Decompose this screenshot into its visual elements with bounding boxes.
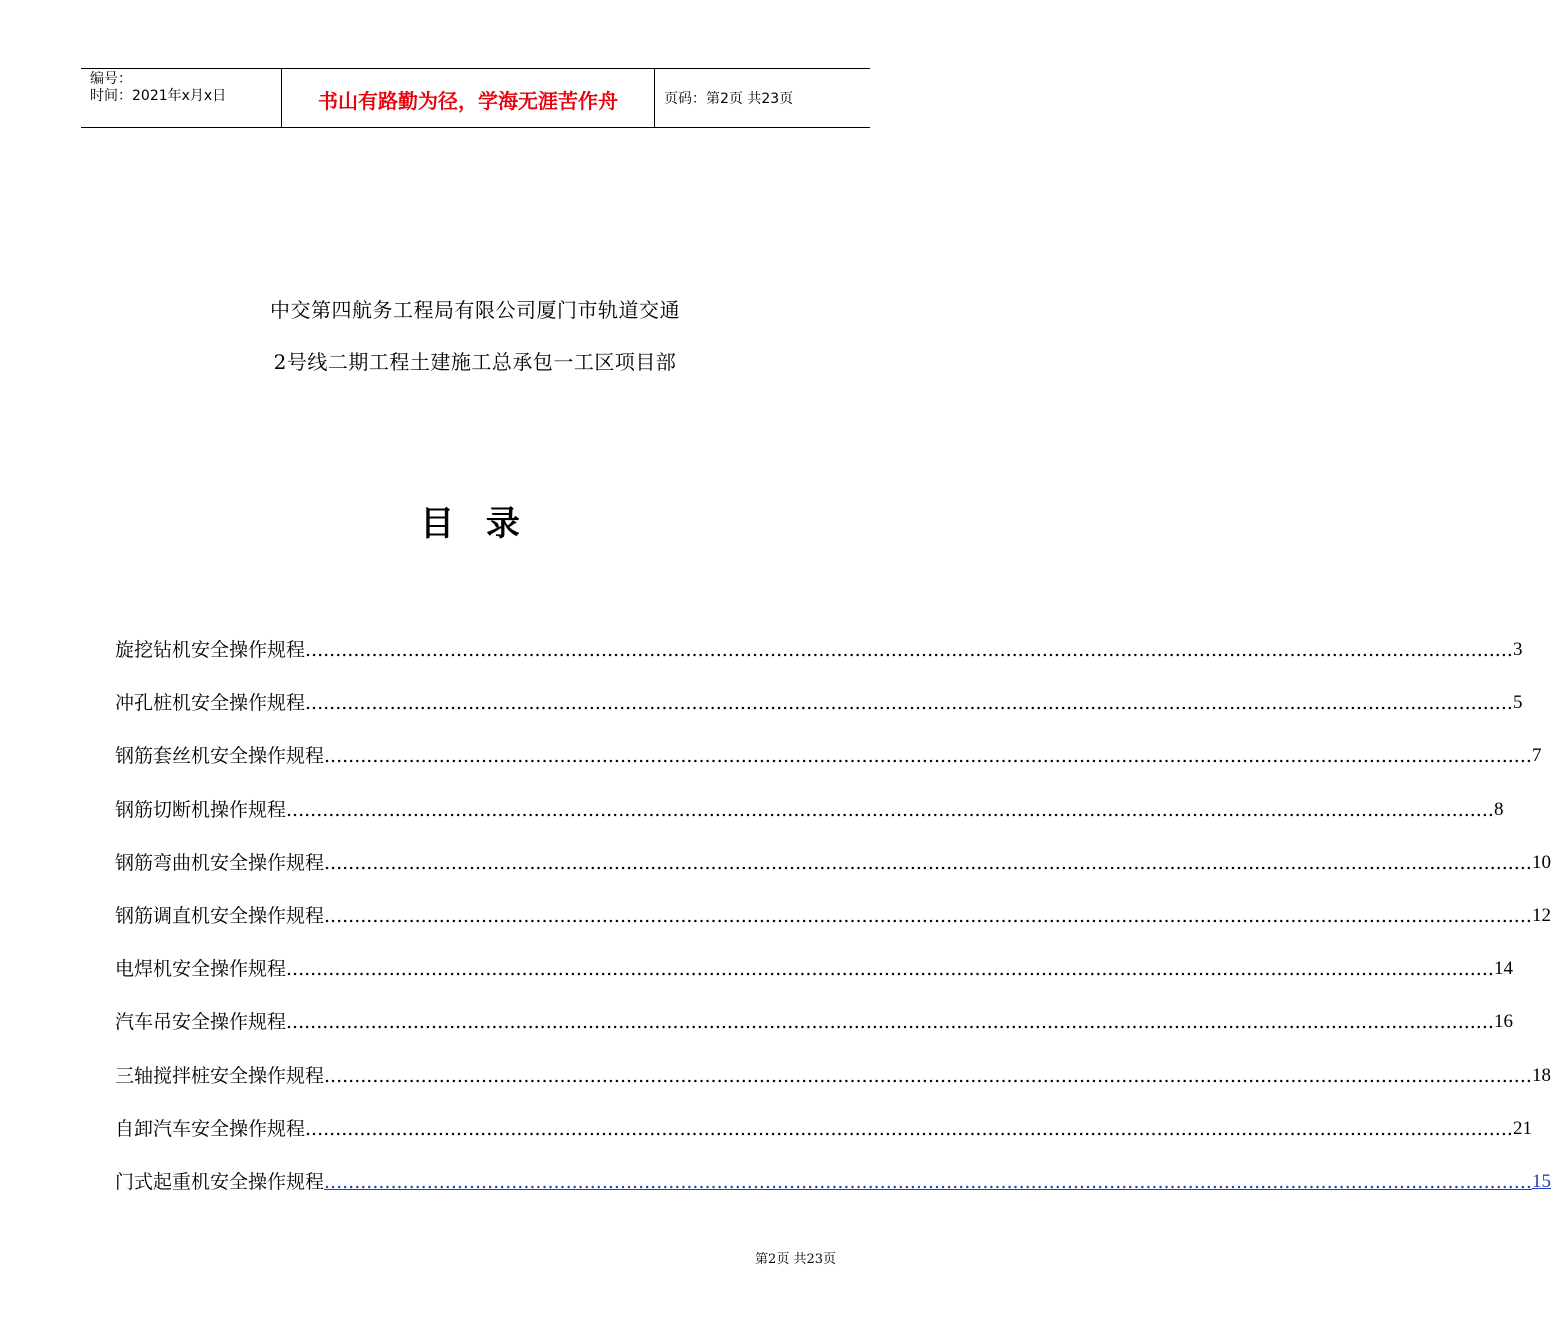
toc-entry-name: 三轴搅拌桩安全操作规程 (115, 1064, 325, 1087)
header-page-info: 页码：第2页 共23页 (664, 91, 794, 107)
header-left-cell (81, 69, 282, 127)
toc-entry-name: 冲孔桩机安全操作规程 (115, 692, 306, 715)
toc-entry-page: 12 (1531, 904, 1551, 926)
toc-leader-dots[interactable]: ........................................................................................................................................................................................................ (324, 1170, 1532, 1193)
toc-entry-page: 18 (1531, 1064, 1551, 1086)
toc-entry[interactable] (115, 1009, 1513, 1062)
toc-entry-name: 门式起重机安全操作规程 (115, 1170, 325, 1193)
toc-entry-page: 5 (1512, 692, 1523, 714)
toc-entry[interactable] (115, 637, 1523, 690)
org-line-2: 2号线二期工程土建施工总承包一工区项目部 (273, 350, 677, 374)
toc-entry-name: 自卸汽车安全操作规程 (115, 1117, 306, 1140)
toc-entry-name: 电焊机安全操作规程 (115, 958, 287, 981)
toc-leader-dots: ........................................................................................................................................................................................................ (286, 958, 1494, 981)
toc-entry[interactable] (115, 797, 1504, 850)
toc-entry-name: 钢筋套丝机安全操作规程 (115, 745, 325, 768)
toc-leader-dots: ........................................................................................................................................................................................................ (286, 798, 1494, 821)
toc-leader-dots: ........................................................................................................................................................................................................ (286, 1011, 1494, 1034)
toc-entry[interactable] (115, 850, 1551, 903)
toc-entry-name: 钢筋切断机操作规程 (115, 798, 287, 821)
toc-leader-dots: ........................................................................................................................................................................................................ (305, 692, 1513, 715)
toc-entry[interactable] (115, 743, 1542, 796)
toc-entry-name: 汽车吊安全操作规程 (115, 1011, 287, 1034)
toc-leader-dots: ........................................................................................................................................................................................................ (324, 745, 1532, 768)
toc-entry-page: 16 (1493, 1011, 1513, 1033)
toc-entry[interactable] (115, 1116, 1532, 1169)
toc-entry-page: 8 (1493, 798, 1504, 820)
toc-entry[interactable] (115, 690, 1523, 743)
toc-entry-page: 21 (1512, 1117, 1532, 1139)
toc-title: 目 录 (420, 504, 530, 544)
toc-entry[interactable] (115, 956, 1513, 1009)
toc-entry-name: 钢筋调直机安全操作规程 (115, 904, 325, 927)
serial-label: 编号： (90, 71, 132, 87)
header-motto: 书山有路勤为径，学海无涯苦作舟 (282, 69, 655, 127)
toc-entry-name: 旋挖钻机安全操作规程 (115, 639, 306, 661)
toc-entry[interactable] (115, 903, 1551, 956)
toc-entry-page[interactable]: 15 (1531, 1170, 1551, 1192)
org-line-1: 中交第四航务工程局有限公司厦门市轨道交通 (270, 298, 680, 322)
page-footer: 第2页 共23页 (755, 1252, 836, 1267)
toc-entry-page: 7 (1531, 745, 1542, 767)
toc-entry-page: 10 (1531, 851, 1551, 873)
toc-entry[interactable] (115, 1063, 1551, 1116)
header-table (81, 68, 870, 128)
toc-entry-link[interactable] (115, 1169, 1551, 1222)
toc-entry-page: 14 (1493, 958, 1513, 980)
toc-leader-dots: ........................................................................................................................................................................................................ (324, 904, 1532, 927)
time-label: 时间：2021年x月x日 (90, 88, 227, 104)
toc-leader-dots: ........................................................................................................................................................................................................ (305, 639, 1513, 661)
table-of-contents (115, 637, 1551, 1222)
toc-entry-name: 钢筋弯曲机安全操作规程 (115, 851, 325, 874)
toc-leader-dots: ........................................................................................................................................................................................................ (324, 1064, 1532, 1087)
toc-entry-page: 3 (1512, 639, 1523, 660)
toc-leader-dots: ........................................................................................................................................................................................................ (324, 851, 1532, 874)
toc-leader-dots: ........................................................................................................................................................................................................ (305, 1117, 1513, 1140)
